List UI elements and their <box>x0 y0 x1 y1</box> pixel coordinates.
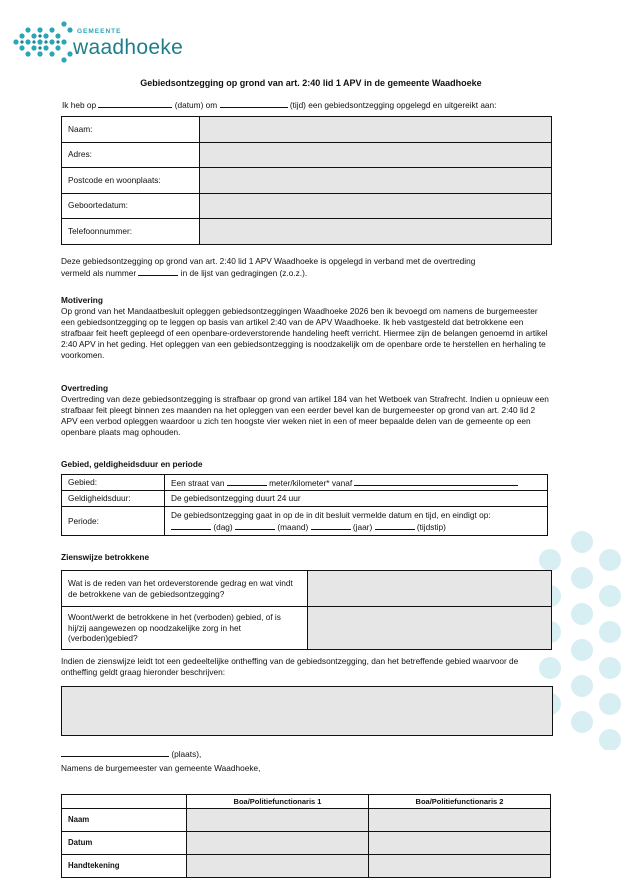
motivering-heading: Motivering <box>61 295 103 305</box>
time-of-day-blank[interactable] <box>375 521 415 530</box>
motivering-text: Op grond van het Mandaatbesluit opleggen gebiedsontzeggingen Waadhoeke 2026 ben ik bevoegd om namens de burgemeester een gebiedsontzegging op te leggen op basis van artikel 2:40 van de APV Waadhoeke. Ik heb vastgesteld dat betrokkene een strafbaar feit heeft gepleegd of een openbare-ordeverstorende handeling heeft verricht. Hiermee zijn de belangen genoemd in artikel 2:40 APV in het geding. Het opleggen van een gebiedsontzegging is noodzakelijk om de openbare orde te herstellen en herhaling te voorkomen. <box>61 305 548 360</box>
motivering-section <box>61 295 551 361</box>
intro-part-1: Ik heb op <box>62 100 97 110</box>
table-row <box>62 491 548 507</box>
table-row <box>62 507 548 536</box>
intro-part-2: (datum) om <box>174 100 218 110</box>
phone-label: Telefoonnummer: <box>62 219 200 245</box>
officer-1-name-field[interactable] <box>187 809 369 832</box>
gebied-heading: Gebied, geldigheidsduur en periode <box>61 459 203 469</box>
name-field[interactable] <box>200 117 552 143</box>
exemption-area-field[interactable] <box>61 686 553 736</box>
gebied-value <box>165 475 548 491</box>
place-blank[interactable] <box>61 748 169 757</box>
imposed-paragraph <box>61 256 551 279</box>
sig-date-label: Datum <box>62 832 187 855</box>
table-row <box>62 168 552 194</box>
name-label: Naam: <box>62 117 200 143</box>
officer-1-date-field[interactable] <box>187 832 369 855</box>
answer-1-field[interactable] <box>308 571 552 607</box>
periode-label: Periode: <box>62 507 165 536</box>
table-row <box>62 193 552 219</box>
gebied-table <box>61 474 548 536</box>
month-blank[interactable] <box>235 521 275 530</box>
table-row <box>62 142 552 168</box>
table-row <box>62 809 551 832</box>
sig-signature-label: Handtekening <box>62 855 187 878</box>
table-row <box>62 571 552 607</box>
postcode-field[interactable] <box>200 168 552 194</box>
periode-line-1: De gebiedsontzegging gaat in op de in dit besluit vermelde datum en tijd, en eindigt op: <box>171 509 491 520</box>
day-label: (dag) <box>213 521 233 532</box>
question-2: Woont/werkt de betrokkene in het (verboden) gebied, of is hij/zij aangewezen op noodzakelijke zorg in het (verboden)gebied? <box>62 607 308 650</box>
year-label: (jaar) <box>352 521 373 532</box>
duur-label: Geldigheidsduur: <box>62 491 165 507</box>
number-blank[interactable] <box>138 267 178 276</box>
overtreding-text: Overtreding van deze gebiedsontzegging is strafbaar op grond van artikel 184 van het Wetboek van Strafrecht. Indien u opnieuw een strafbaar feit pleegt binnen zes maanden na het opleggen van een eerder bevel kan de burgemeester op grond van art. 2:40 lid 2 APV een verbod opleggen waardoor u zich ten hoogste vier weken niet in een of meer bepaalde delen van de gemeente op een openbare plaats mag ophouden. <box>61 393 549 437</box>
zienswijze-heading: Zienswijze betrokkene <box>61 552 150 562</box>
place-line <box>61 748 551 760</box>
intro-part-3: (tijd) een gebiedsontzegging opgelegd en uitgereikt aan: <box>289 100 497 110</box>
imposed-line-2a: vermeld als nummer <box>61 267 137 278</box>
month-label: (maand) <box>277 521 309 532</box>
day-blank[interactable] <box>171 521 211 530</box>
brand-small-label: GEMEENTE <box>77 28 122 35</box>
imposed-line-1: Deze gebiedsontzegging op grond van art. 2:40 lid 1 APV Waadhoeke is opgelegd in verband met de overtreding <box>61 256 476 266</box>
officer-2-signature-field[interactable] <box>369 855 551 878</box>
signature-table <box>61 794 551 878</box>
answer-2-field[interactable] <box>308 607 552 650</box>
duur-value: De gebiedsontzegging duurt 24 uur <box>165 491 548 507</box>
periode-line-2 <box>171 521 541 533</box>
brand-name: waadhoeke <box>73 36 184 59</box>
date-blank[interactable] <box>98 99 172 108</box>
officer-2-name-field[interactable] <box>369 809 551 832</box>
address-field[interactable] <box>200 142 552 168</box>
periode-value <box>165 507 548 536</box>
table-row <box>62 475 548 491</box>
table-row <box>62 795 551 809</box>
table-row <box>62 855 551 878</box>
birthdate-label: Geboortedatum: <box>62 193 200 219</box>
sig-name-label: Naam <box>62 809 187 832</box>
table-row <box>62 117 552 143</box>
imposed-line-2b: in de lijst van gedragingen (z.o.z.). <box>180 267 308 278</box>
location-blank[interactable] <box>354 477 518 486</box>
table-row <box>62 832 551 855</box>
intro-line <box>62 99 496 111</box>
imposed-line-2 <box>61 267 551 279</box>
distance-blank[interactable] <box>227 477 267 486</box>
personal-details-table <box>61 116 552 245</box>
table-row <box>62 607 552 650</box>
year-blank[interactable] <box>311 521 351 530</box>
document-title: Gebiedsontzegging op grond van art. 2:40 lid 1 APV in de gemeente Waadhoeke <box>140 78 482 88</box>
question-1: Wat is de reden van het ordeverstorende gedrag en wat vindt de betrokkene van de gebiedsontzegging? <box>62 571 308 607</box>
address-label: Adres: <box>62 142 200 168</box>
phone-field[interactable] <box>200 219 552 245</box>
namens-line: Namens de burgemeester van gemeente Waadhoeke, <box>61 763 261 773</box>
signature-header-empty <box>62 795 187 809</box>
table-row <box>62 219 552 245</box>
postcode-label: Postcode en woonplaats: <box>62 168 200 194</box>
overtreding-heading: Overtreding <box>61 383 109 393</box>
zienswijze-table <box>61 570 552 650</box>
overtreding-section <box>61 383 551 438</box>
officer-1-signature-field[interactable] <box>187 855 369 878</box>
gebied-text-a: Een straat van <box>171 477 225 488</box>
place-label: (plaats), <box>171 749 202 759</box>
birthdate-field[interactable] <box>200 193 552 219</box>
zienswijze-note: Indien de zienswijze leidt tot een gedeeltelijke ontheffing van de gebiedsontzegging, dan het betreffende gebied waarvoor de ontheffing geldt graag hieronder beschrijven: <box>61 656 519 677</box>
time-blank[interactable] <box>220 99 288 108</box>
officer-1-header: Boa/Politiefunctionaris 1 <box>187 795 369 809</box>
gebied-label: Gebied: <box>62 475 165 491</box>
gebied-text-b: meter/kilometer* vanaf <box>269 477 353 488</box>
officer-2-date-field[interactable] <box>369 832 551 855</box>
time-of-day-label: (tijdstip) <box>416 521 446 532</box>
officer-2-header: Boa/Politiefunctionaris 2 <box>369 795 551 809</box>
